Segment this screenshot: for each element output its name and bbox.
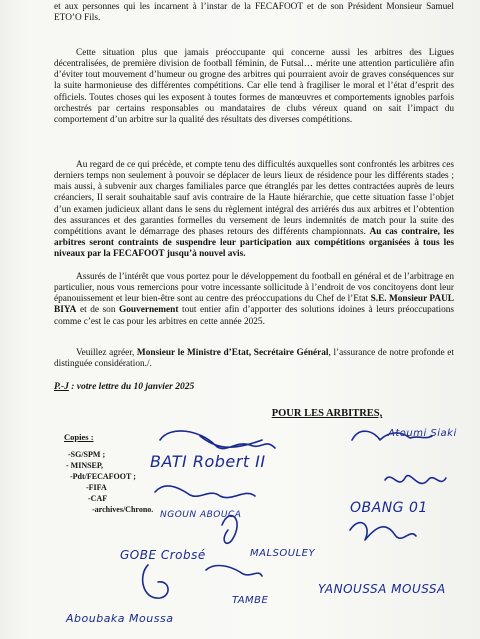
attachment-note: P.-J : votre lettre du 10 janvier 2025 [54,382,195,392]
signature-stroke [350,523,416,540]
copy-item: - MINSEP, [66,461,104,470]
paragraph-3: Au regard de ce qui précède, et compte tenu des difficultés auxquelles sont confrontés les arbitres ces derniers temps non seulement à pouvoir se déplacer de leurs lieux de résidence pour les différents stades ; mais aussi, à subvenir aux charges familiales parce que étranglés par les dettes contractées auprès de leurs créanciers, Il serait souhaitable sauf avis contraire de la Haute hiérarchie, que cette situation fasse l’objet d’un examen judicieux allant dans le sens du règlement intégral des arriérés dus aux arbitres et l’obtention des assurances et des garanties formelles du versement de leurs indemnités de match pour la suite des compétitions avant le démarrage des phases retours des différents championnats. Au cas contraire, les arbitres seront contraints de suspendre leur participation aux compétitions organisées à tous les niveaux par la FECAFOOT jusqu’à nouvel avis. [54,160,454,260]
signature-stroke [143,565,168,598]
paragraph-4: Assurés de l’intérêt que vous portez pour le développement du football en général et de l’arbitrage en particulier, nous vous remercions pour votre incessante sollicitude à l’endroit de vos concitoyens dont leur épanouissement et leur bien-être sont au centre des préoccupations du Chef de l’Etat S.E. Monsieur PAUL BIYA et de son Gouvernement tout entier afin d’apporter des solutions idoines à leurs préoccupations comme c’est le cas pour les arbitres en cette année 2025. [54,272,455,327]
signature-name: MALSOULEY [250,548,316,559]
signature-name: GOBE Crobsé [120,548,206,562]
copy-item: -CAF [88,494,108,503]
copy-item: -archives/Chrono. [92,505,154,514]
signature-name: NGOUN ABOUCA [160,510,242,520]
signature-name: YANOUSSA MOUSSA [318,582,446,596]
signature-stroke [155,486,255,498]
signature-name: Atoumi Siaki [388,428,457,439]
copy-item: -SG/SPM ; [68,450,106,459]
signature-stroke [160,431,275,449]
signature-name: Aboubaka Moussa [66,612,174,625]
copies-label: Copies : [64,432,94,442]
signature-name: TAMBE [232,595,269,606]
signature-name: OBANG 01 [350,500,428,516]
suspension-warning: Au cas contraire, les arbitres seront contraints de suspendre leur participation aux compétitions organisées à tous les niveaux par la FECAFOOT jusqu’à nouvel avis. [54,226,454,260]
copy-item: -FIFA [86,483,107,492]
signature-stroke [385,475,446,483]
signature-stroke [206,566,262,576]
paragraph-1: et aux personnes qui les incarnent à l’instar de la FECAFOOT et de son Président Monsieur Samuel ETO’O Fils. [54,2,454,24]
copy-item: -Pdt/FECAFOOT ; [70,472,136,481]
closing-paragraph: Veuillez agréer, Monsieur le Ministre d’Etat, Secrétaire Général, l’assurance de notre profonde et distinguée considération./. [54,348,454,370]
signoff-title: POUR LES ARBITRES, [271,408,383,419]
paragraph-2: Cette situation plus que jamais préoccupante qui concerne aussi les arbitres des Ligues décentralisées, de première division de football féminin, de Futsal… mérite une attention particulière afin d’éviter tout mouvement d’humeur ou grogne des arbitres qui pourraient avoir de graves conséquences sur la suite harmonieuse des différentes compétitions. Car elle tend à fragiliser le moral et l’état d’esprit des officiels. Toutes choses qui les exposent à toutes formes de manœuvres et comportements ignobles parfois orchestrés par certains responsables ou mandataires de clubs véreux quand on sait l’impact du comportement d’un arbitre sur la qualité des résultats des diverses compétitions. [54,48,454,125]
signature-name: BATI Robert II [150,452,266,471]
